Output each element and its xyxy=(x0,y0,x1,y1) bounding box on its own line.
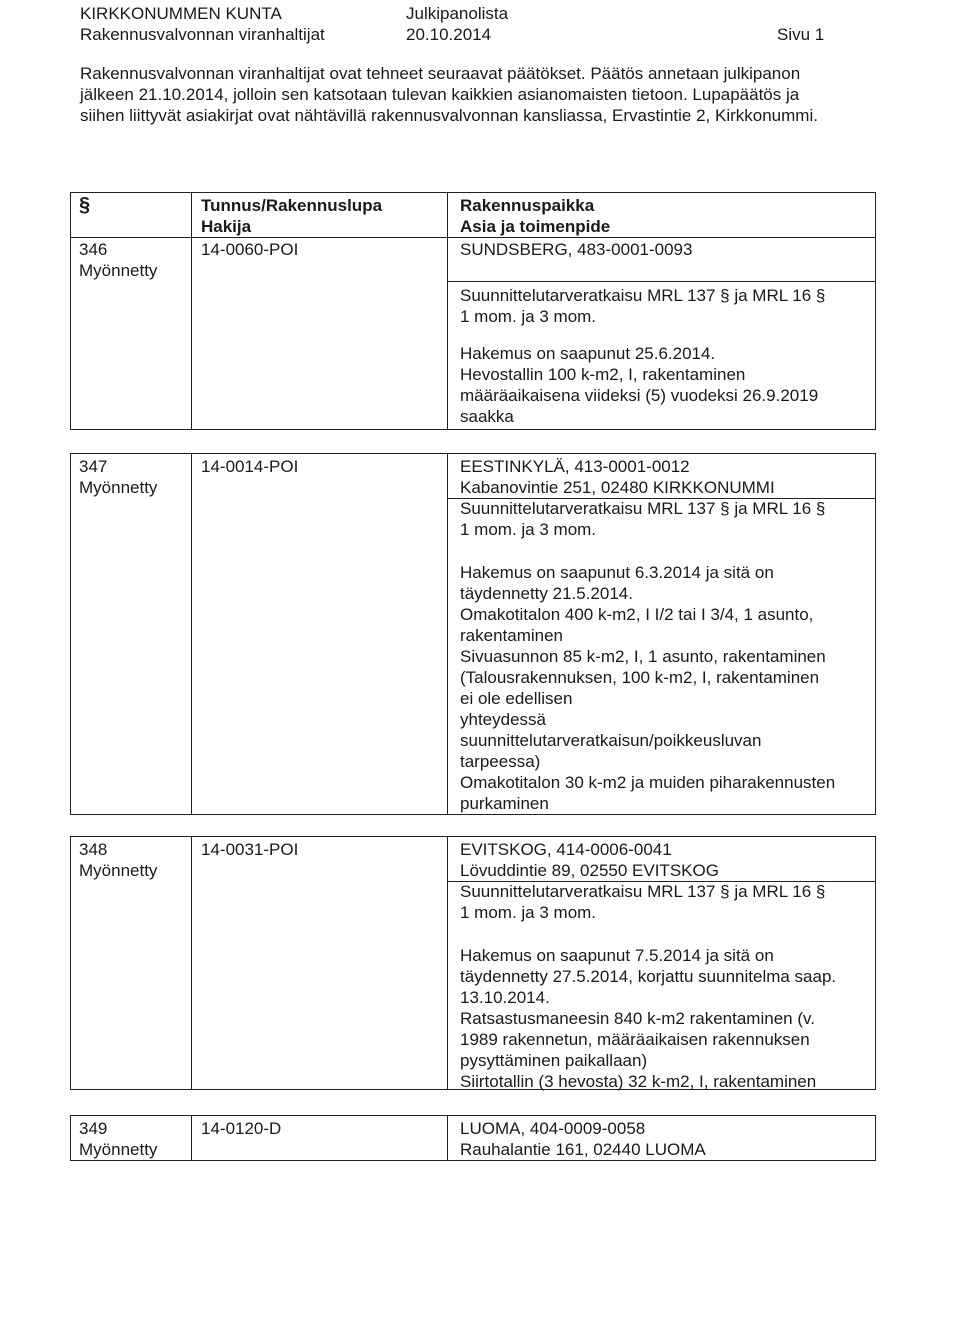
col-header-applicant: Hakija xyxy=(201,217,252,236)
decision-number: 349 xyxy=(79,1119,108,1138)
decision-details: Hakemus on saapunut 7.5.2014 ja sitä on täydennetty 27.5.2014, korjattu suunnitelma saap. 13.10.2014. Ratsastusmaneesin 840 k-m2 rakentaminen (v. 1989 rakennetun, määräaikaisen rakennuksen pysyttäminen paikallaan) Siirtotallin (3 hevosta) 32 k-m2, I, rakentaminen xyxy=(460,946,837,1091)
list-date: 20.10.2014 xyxy=(406,25,492,44)
location: SUNDSBERG, 483-0001-0093 xyxy=(460,240,693,259)
decision-number: 348 xyxy=(79,840,108,859)
decision-details: Hakemus on saapunut 6.3.2014 ja sitä on täydennetty 21.5.2014. Omakotitalon 400 k-m2, I I/2 tai I 3/4, 1 asunto, rakentaminen Sivuasunnon 85 k-m2, I, 1 asunto, rakentaminen (Talousrakennuksen, 100 k-m2, I, rakentaminen ei ole edellisen yhteydessä suunnittelutarveratkaisun/poikkeusluvan tarpeessa) Omakotitalon 30 k-m2 ja muiden piharakennusten purkaminen xyxy=(460,563,836,813)
intro-paragraph xyxy=(80,63,870,126)
intro-line: jälkeen 21.10.2014, jolloin sen katsotaan tulevan kaikkien asianomaisten tietoon. Lupapäätös ja xyxy=(80,85,800,104)
decision-table-346 xyxy=(70,192,876,430)
decision-basis: Suunnittelutarveratkaisu MRL 137 § ja MRL 16 § 1 mom. ja 3 mom. xyxy=(460,499,826,539)
decision-basis: Suunnittelutarveratkaisu MRL 137 § ja MRL 16 § 1 mom. ja 3 mom. xyxy=(460,882,826,922)
location: LUOMA, 404-0009-0058 Rauhalantie 161, 02440 LUOMA xyxy=(460,1119,706,1159)
intro-line: siihen liittyvät asiakirjat ovat nähtävillä rakennusvalvonnan kansliassa, Ervastintie 2, Kirkkonummi. xyxy=(80,106,818,125)
decision-table-347 xyxy=(70,453,876,815)
decision-basis: Suunnittelutarveratkaisu MRL 137 § ja MRL 16 § 1 mom. ja 3 mom. xyxy=(460,286,826,326)
intro-line: Rakennusvalvonnan viranhaltijat ovat tehneet seuraavat päätökset. Päätös annetaan julkipanon xyxy=(80,64,801,83)
decision-details: Hakemus on saapunut 25.6.2014. Hevostallin 100 k-m2, I, rakentaminen määräaikaisena viideksi (5) vuodeksi 26.9.2019 saakka xyxy=(460,344,819,426)
permit-id: 14-0120-D xyxy=(201,1119,282,1138)
decision-status: Myönnetty xyxy=(79,478,158,497)
location: EVITSKOG, 414-0006-0041 Lövuddintie 89, 02550 EVITSKOG xyxy=(460,840,719,880)
list-type: Julkipanolista xyxy=(406,4,509,23)
decision-number: 347 xyxy=(79,457,108,476)
page-number: Sivu 1 xyxy=(777,25,825,44)
decision-number: 346 xyxy=(79,240,108,259)
decision-status: Myönnetty xyxy=(79,861,158,880)
decision-status: Myönnetty xyxy=(79,1140,158,1159)
decision-table-348 xyxy=(70,836,876,1090)
authority-name: Rakennusvalvonnan viranhaltijat xyxy=(80,25,325,44)
permit-id: 14-0031-POI xyxy=(201,840,299,859)
permit-id: 14-0014-POI xyxy=(201,457,299,476)
col-header-action: Asia ja toimenpide xyxy=(460,217,611,236)
section-header: § xyxy=(79,194,91,216)
municipality-name: KIRKKONUMMEN KUNTA xyxy=(80,4,282,23)
permit-id: 14-0060-POI xyxy=(201,240,299,259)
col-header-location: Rakennuspaikka xyxy=(460,196,595,215)
location: EESTINKYLÄ, 413-0001-0012 Kabanovintie 251, 02480 KIRKKONUMMI xyxy=(460,457,775,497)
decision-table-349 xyxy=(70,1115,876,1161)
col-header-permit: Tunnus/Rakennuslupa xyxy=(201,196,383,215)
decision-status: Myönnetty xyxy=(79,261,158,280)
